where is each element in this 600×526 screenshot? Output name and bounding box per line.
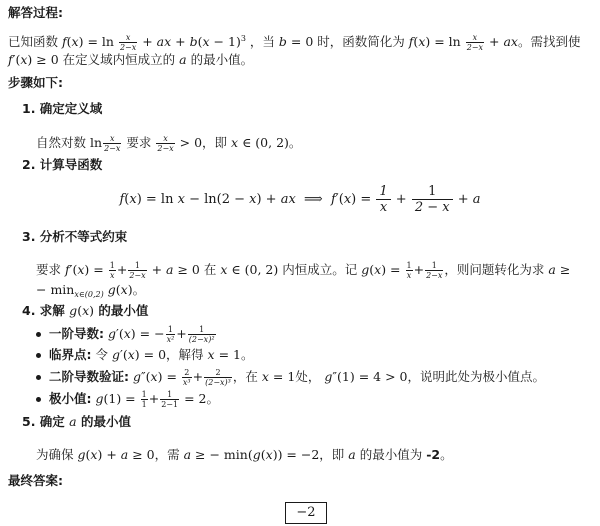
bullet-dot-icon	[36, 353, 41, 358]
step-3-title: 3. 分析不等式约束	[22, 229, 128, 244]
step-4-bullet-1: 一阶导数: g′(x) = − $\frac{1}{\text{x²}}$ + $\frac{1}{\text{(2−x)²}}$	[36, 324, 592, 344]
step-2-title: 2. 计算导函数	[22, 157, 103, 172]
section-title: 解答过程:	[8, 5, 63, 20]
step-4-bullet-3: 二阶导数验证: g″(x) = $\frac{2}{\text{x³}}$ + $\frac{2}{\text{(2−x)³}}$ ，在 x = 1处， g″(1) = 4 > 0，说明此处为极小值点。	[36, 367, 592, 387]
step-3-line-1: 要求 f′(x) = $\frac{1}{x}$ + $\frac{1}{2-x}$ + a ≥ 0 在 x ∈ (0, 2) 内恒成立。记 g(x) = $\frac{1}{x}$ + $\frac{1}{2-x}$ ，则问题转化为求 a ≥	[36, 261, 571, 280]
step-4-title: 4. 求解 g(x) 的最小值	[22, 303, 149, 318]
bullet-dot-icon	[36, 332, 41, 337]
step-4-bullet-4: 极小值: g(1) = $\frac{1}{1}$ + $\frac{1}{2-1}$ = 2。	[36, 389, 592, 409]
final-answer-heading: 最终答案:	[8, 473, 63, 488]
step-5-body: 为确保 g(x) + a ≥ 0，需 a ≥ − min(g(x)) = −2，即 a 的最小值为 -2。	[36, 447, 453, 462]
step-1-body: 自然对数 ln $\frac{x}{2-x}$ 要求 $\frac{x}{2-x}$ > 0，即 x ∈ (0, 2)。	[36, 134, 302, 153]
final-answer-box: −2	[285, 502, 327, 524]
intro-line-1: 已知函数 f(x) = ln $\frac{x}{2-x}$ + ax + $b(x - 1)^3$ ，当 b = 0 时，函数简化为 f(x) = ln $\frac{x}{2-x}$ + ax。需找到使	[8, 33, 581, 52]
step-4-bullet-2: 临界点: 令 g′(x) = 0，解得 x = 1。	[36, 345, 592, 365]
bullet-dot-icon	[36, 397, 41, 402]
intro-line-2: f′(x) ≥ 0 在定义域内恒成立的 a 的最小值。	[8, 52, 254, 67]
bullet-dot-icon	[36, 375, 41, 380]
answer-value: -2	[426, 447, 441, 462]
step-2-formula: f(x) = ln x − ln(2 − x) + ax ⟹ f′(x) = $\frac{1}{x}$ + $\frac{1}{2 - x}$ + a	[119, 184, 481, 215]
step-5-title: 5. 确定 a 的最小值	[22, 414, 131, 429]
step-3-line-2: − $\min_{x\in(0,2)} g(x)$。	[36, 282, 146, 299]
steps-heading: 步骤如下:	[8, 75, 63, 90]
step-1-title: 1. 确定定义域	[22, 101, 103, 116]
